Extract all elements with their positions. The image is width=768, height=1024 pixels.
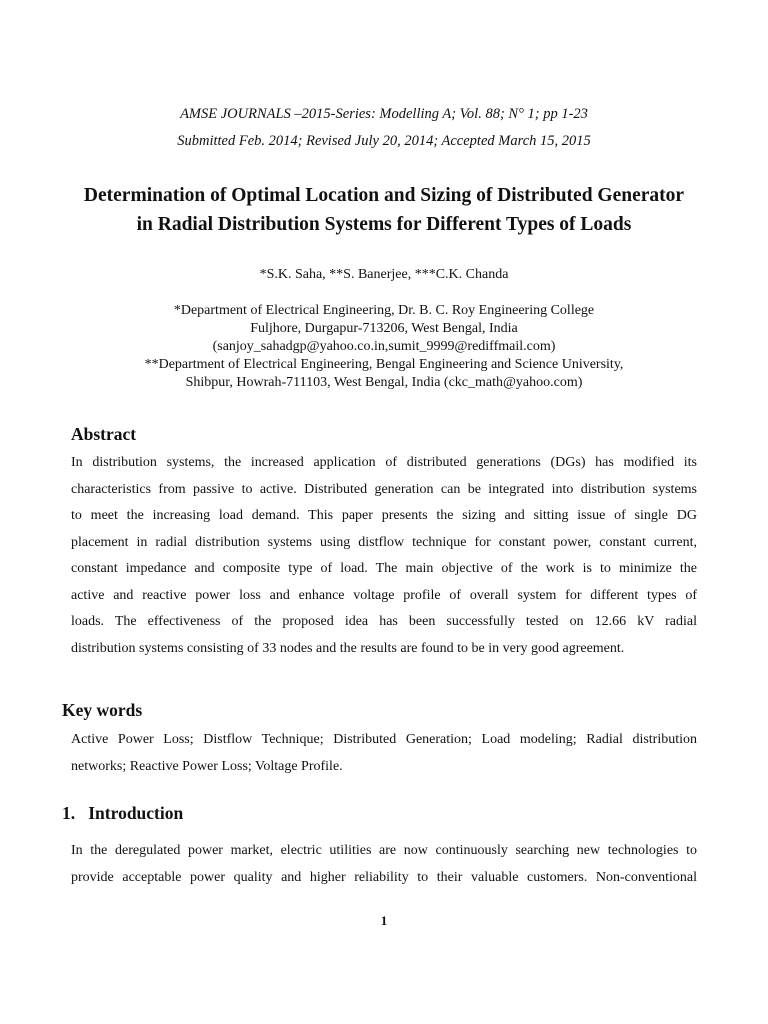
affiliations — [0, 302, 768, 392]
affiliation-line: Shibpur, Howrah-711103, West Bengal, India (ckc_math@yahoo.com) — [185, 375, 583, 390]
abstract-line: constant impedance and composite type of load. The main objective of the work is to minimize the — [71, 561, 697, 576]
affiliation-line: Fuljhore, Durgapur-713206, West Bengal, India — [250, 321, 518, 336]
abstract-line: to meet the increasing load demand. This paper presents the sizing and sitting issue of single DG — [71, 508, 697, 523]
affiliation-line: *Department of Electrical Engineering, Dr. B. C. Roy Engineering College — [173, 303, 595, 318]
introduction-heading: 1. Introduction — [62, 803, 184, 823]
introduction-text — [71, 838, 697, 891]
introduction-line: provide acceptable power quality and higher reliability to their valuable customers. Non-conventional — [71, 869, 697, 885]
keywords-line: networks; Reactive Power Loss; Voltage Profile. — [71, 758, 343, 774]
abstract-line: loads. The effectiveness of the proposed idea has been successfully tested on 12.66 kV radial — [71, 614, 697, 629]
keywords-heading: Key words — [62, 700, 143, 720]
abstract-line: active and reactive power loss and enhance voltage profile of overall system for different types of — [71, 587, 697, 603]
journal-citation: AMSE JOURNALS –2015-Series: Modelling A; Vol. 88; N° 1; pp 1-23 — [180, 106, 588, 122]
abstract-line: placement in radial distribution systems using distflow technique for constant power, constant current, — [71, 534, 697, 550]
abstract-line: distribution systems consisting of 33 nodes and the results are found to be in very good agreement. — [71, 640, 625, 656]
abstract-line: characteristics from passive to active. Distributed generation can be integrated into distribution systems — [71, 481, 697, 497]
author-list: *S.K. Saha, **S. Banerjee, ***C.K. Chanda — [259, 267, 509, 282]
submission-dates: Submitted Feb. 2014; Revised July 20, 2014; Accepted March 15, 2015 — [177, 133, 591, 149]
introduction-line: In the deregulated power market, electric utilities are now continuously searching new technologies to — [71, 843, 697, 858]
paper-title — [0, 181, 768, 239]
page-number: 1 — [380, 913, 388, 928]
title-line-1: Determination of Optimal Location and Sizing of Distributed Generator — [83, 185, 685, 206]
abstract-heading: Abstract — [71, 424, 137, 444]
affiliation-line: (sanjoy_sahadgp@yahoo.co.in,sumit_9999@rediffmail.com) — [212, 339, 556, 354]
abstract-line: In distribution systems, the increased application of distributed generations (DGs) has modified its — [71, 455, 697, 470]
abstract-text — [71, 450, 697, 662]
keywords-text — [71, 727, 697, 780]
keywords-line: Active Power Loss; Distflow Technique; Distributed Generation; Load modeling; Radial distribution — [71, 732, 697, 747]
title-line-2: in Radial Distribution Systems for Different Types of Loads — [136, 214, 632, 235]
affiliation-line: **Department of Electrical Engineering, Bengal Engineering and Science University, — [144, 357, 624, 372]
